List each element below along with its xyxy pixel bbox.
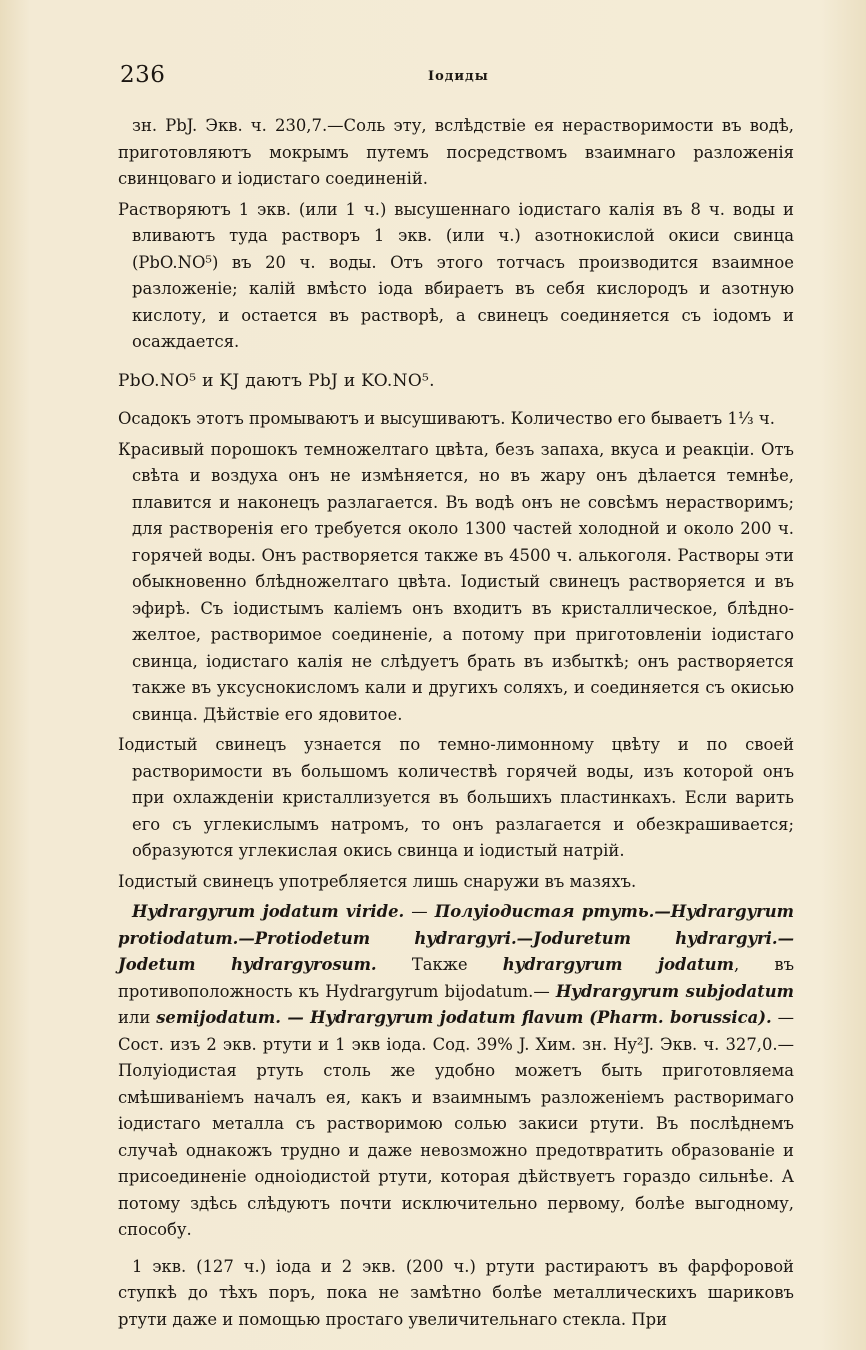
paragraph-properties: Красивый порошокъ темножелтаго цвѣта, безъ запаха, вкуса и реакціи. Отъ свѣта и воздуха онъ не измѣняется, но въ жару онъ дѣлается темнѣе, плавится и наконецъ разлагается. Въ водѣ онъ не совсѣмъ нерастворимъ; для растворенія его требуется около 1300 частей холодной и около 200 ч. горячей воды. Онъ растворяется также въ 4500 ч. алькоголя. Растворы эти обыкновенно блѣдножелтаго цвѣта. Іодистый свинецъ растворяется и въ эфирѣ. Съ іодистымъ каліемъ онъ входитъ въ кристаллическое, блѣдно-желтое, растворимое соединеніе, а потому при приготовленіи іодистаго свинца, іодистаго калія не слѣдуетъ брать въ избыткѣ; онъ растворяется также въ уксуснокисломъ кали и другихъ соляхъ, и соединяется съ окисью свинца. Дѣйствіе его ядовитое. <box>118 439 794 724</box>
latin-name: Hydrargyrum jodatum viride. <box>132 902 405 921</box>
page-body <box>118 113 794 1337</box>
paragraph-lead-iodide-intro: зн. PbJ. Экв. ч. 230,7.—Соль эту, вслѣдствіе ея нерастворимости въ водѣ, приготовляютъ мокрымъ путемъ посредствомъ взаимнаго разложенія свинцоваго и іодистаго соединеній. <box>118 116 794 188</box>
latin-semijodatum: semijodatum. — Hydrargyrum jodatum flavum <box>156 1008 584 1027</box>
running-title: Іодиды <box>428 69 489 84</box>
page-number: 236 <box>120 62 166 88</box>
page-header <box>120 62 780 92</box>
opposite-text: , въ противоположность къ Hydrargyrum bijodatum.— <box>118 955 795 1001</box>
latin-hydrargyrum-jodatum: hydrargyrum jodatum <box>502 955 734 974</box>
composition-text: — Сост. изъ 2 экв. ртути и 1 экв іода. Сод. 39% J. Хим. зн. Hy²J. Экв. ч. 327,0.—Полуіодистая ртуть столь же удобно можетъ быть приготовляема смѣшиваніемъ началъ ея, какъ и взаимнымъ разложеніемъ растворимаго іодистаго металла съ растворимою солью закиси ртути. Въ послѣднемъ случаѣ однакожъ трудно и даже невозможно предотвратить образованіе и присоединеніе одноіодистой ртути, которая дѣйствуетъ гораздо сильнѣе. А потому здѣсь слѣдуютъ почти исключительно первому, болѣе выгодному, способу. <box>118 1008 794 1239</box>
paragraph-preparation: Растворяютъ 1 экв. (или 1 ч.) высушеннаго іодистаго калія въ 8 ч. воды и вливаютъ туда растворъ 1 экв. (или ч.) азотнокислой окиси свинца (PbO.NO⁵) въ 20 ч. воды. Отъ этого тотчасъ производится взаимное разложеніе; калій вмѣсто іода вбираетъ въ себя кислородъ и азотную кислоту, и остается въ растворѣ, а свинецъ соединяется съ іодомъ и осаждается. <box>118 199 794 351</box>
paragraph-usage: Іодистый свинецъ употребляется лишь снаружи въ мазяхъ. <box>118 871 637 891</box>
paragraph-yield: Осадокъ этотъ промываютъ и высушиваютъ. Количество его бываетъ 1⅓ ч. <box>118 409 775 428</box>
reaction-formula: PbO.NO⁵ и KJ даютъ PbJ и KO.NO⁵. <box>118 370 435 391</box>
latin-synonyms: —Hydrargyrum protiodatum.—Protiodetum hydrargyri.—Joduretum hydrargyri.—Jodetum hydrargyrosum. <box>118 902 795 974</box>
russian-name: Полуіодистая ртуть. <box>434 902 655 921</box>
pharmacopoeia-ref: (Pharm. borussica). <box>589 1008 772 1027</box>
paragraph-mercury-iodide: Hydrargyrum jodatum viride. — Полуіодистая ртуть.—Hydrargyrum protiodatum.—Protiodetum hydrargyri.—Joduretum hydrargyri.—Jodetum hydrargyrosum. Также hydrargyrum jodatum, въ противоположность къ Hydrargyrum bijodatum.— Hydrargyrum subjodatum или semijodatum. — Hydrargyrum jodatum flavum (Pharm. borussica). — Сост. изъ 2 экв. ртути и 1 экв іода. Сод. 39% J. Хим. зн. Hy²J. Экв. ч. 327,0.—Полуіодистая ртуть столь же удобно можетъ быть приготовляема смѣшиваніемъ началъ ея, какъ и взаимнымъ разложеніемъ растворимаго іодистаго металла съ растворимою солью закиси ртути. Въ послѣднемъ случаѣ однакожъ трудно и даже невозможно предотвратить образованіе и присоединеніе одноіодистой ртути, которая дѣйствуетъ гораздо сильнѣе. А потому здѣсь слѣдуютъ почти исключительно первому, болѣе выгодному, способу. <box>118 902 795 1239</box>
paragraph-identification: Іодистый свинецъ узнается по темно-лимонному цвѣту и по своей растворимости въ большомъ количествѣ горячей воды, изъ которой онъ при охлажденіи кристаллизуется въ большихъ пластинкахъ. Если варить его съ углекислымъ натромъ, то онъ разлагается и обезкрашивается; образуются углекислая окись свинца и іодистый натрій. <box>118 735 794 860</box>
latin-subjodatum: Hydrargyrum subjodatum <box>555 981 794 1001</box>
also-word: Также <box>411 955 468 974</box>
paragraph-final: 1 экв. (127 ч.) іода и 2 экв. (200 ч.) ртути растираютъ въ фарфоровой ступкѣ до тѣхъ поръ, пока не замѣтно болѣе металлическихъ шариковъ ртути даже и помощью простаго увеличительнаго стекла. При <box>118 1256 794 1329</box>
or-word: или <box>118 1008 157 1027</box>
